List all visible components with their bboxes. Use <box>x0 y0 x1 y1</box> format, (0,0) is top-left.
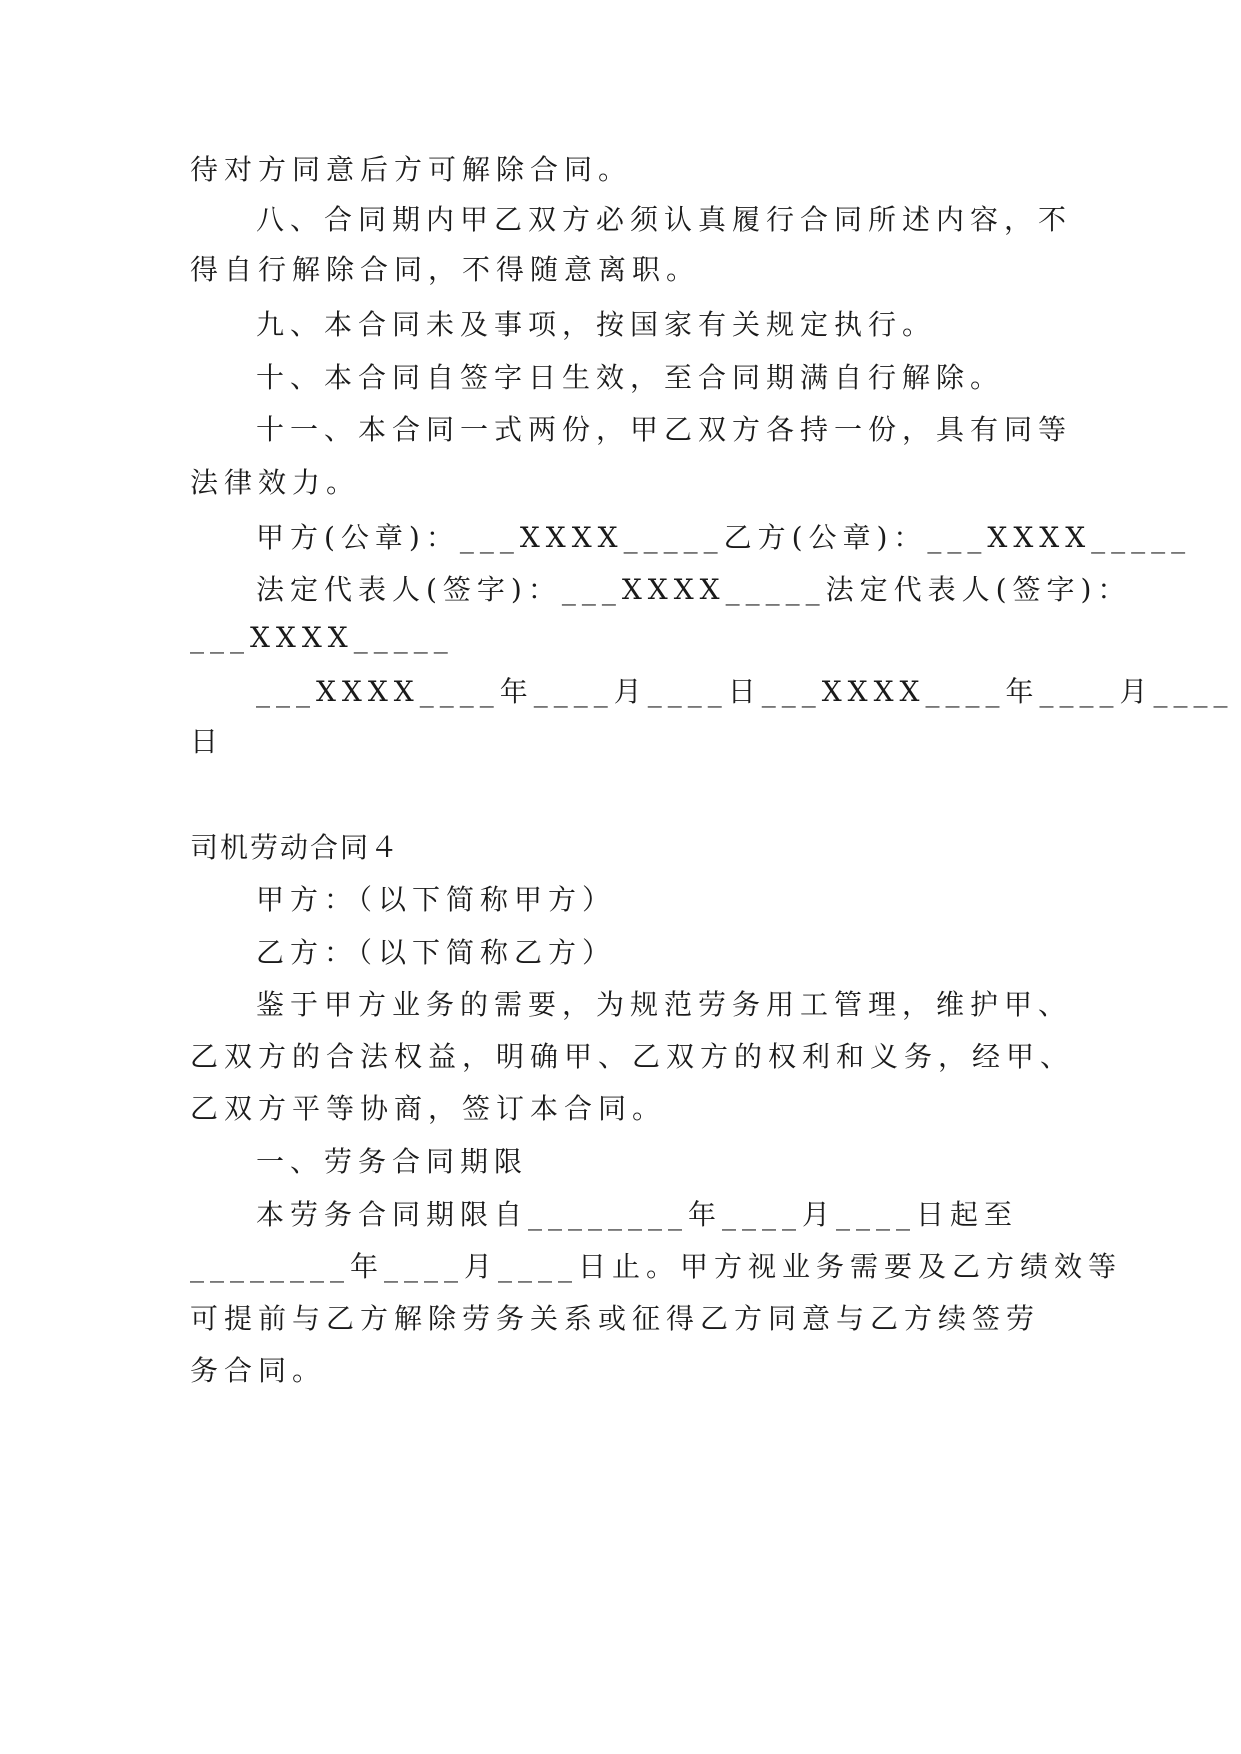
text-line: 可提前与乙方解除劳务关系或征得乙方同意与乙方续签劳 <box>190 1302 1041 1335</box>
clause-9: 九、本合同未及事项，按国家有关规定执行。 <box>256 308 937 341</box>
section-title: 司机劳动合同４ <box>190 831 401 864</box>
date-line: ___XXXX____年____月____日___XXXX____年____月____ <box>256 675 1234 708</box>
party-b: 乙方：（以下简称乙方） <box>256 936 617 969</box>
clause-8: 八、合同期内甲乙双方必须认真履行合同所述内容，不 <box>256 203 1073 236</box>
signature-blank: ___XXXX_____ <box>190 621 454 654</box>
text-line: 日 <box>190 725 225 758</box>
text-line: 乙双方平等协商，签订本合同。 <box>190 1092 667 1125</box>
text-line: 得自行解除合同，不得随意离职。 <box>190 253 701 286</box>
text-line: 待对方同意后方可解除合同。 <box>190 153 633 186</box>
preamble: 鉴于甲方业务的需要，为规范劳务用工管理，维护甲、 <box>256 988 1073 1021</box>
seal-line: 甲方(公章)：___XXXX_____乙方(公章)：___XXXX_____ <box>256 521 1192 554</box>
signature-line: 法定代表人(签字)：___XXXX_____法定代表人(签字)： <box>256 573 1132 606</box>
clause-1-text: 本劳务合同期限自________年____月____日起至 <box>256 1198 1019 1231</box>
text-line: 乙双方的合法权益，明确甲、乙双方的权利和义务，经甲、 <box>190 1040 1075 1073</box>
text-line: ________年____月____日止。甲方视业务需要及乙方绩效等 <box>190 1250 1123 1283</box>
party-a: 甲方：（以下简称甲方） <box>256 883 617 916</box>
clause-11: 十一、本合同一式两份，甲乙双方各持一份，具有同等 <box>256 413 1073 446</box>
text-line: 法律效力。 <box>190 466 361 499</box>
text-line: 务合同。 <box>190 1354 327 1387</box>
clause-10: 十、本合同自签字日生效，至合同期满自行解除。 <box>256 361 1005 394</box>
clause-1-heading: 一、劳务合同期限 <box>256 1145 529 1178</box>
